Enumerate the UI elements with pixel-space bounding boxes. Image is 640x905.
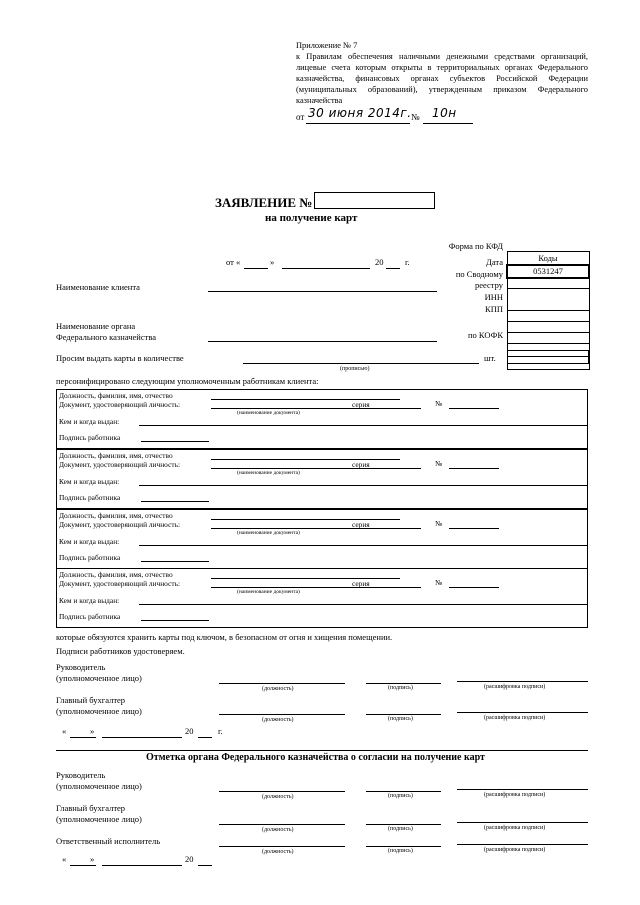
sign-caption: (подпись) — [388, 685, 413, 691]
decode-caption: (расшифровка подписи) — [484, 684, 546, 690]
series-label: серия — [352, 579, 370, 588]
doc-number-field[interactable] — [449, 587, 499, 588]
client-name-cell[interactable] — [507, 333, 589, 344]
doc-name-caption: (наименование документа) — [237, 470, 300, 476]
signature-label: Подпись работника — [59, 612, 121, 621]
t-head-sign-field[interactable] — [366, 791, 441, 792]
footer-year-prefix: 20 — [185, 726, 194, 736]
kpp-cell[interactable] — [507, 322, 589, 333]
organ-name-field[interactable] — [208, 341, 437, 342]
chief-position-field[interactable] — [219, 714, 345, 715]
kpp-label: КПП — [485, 304, 503, 314]
sign-caption: (подпись) — [388, 848, 413, 854]
unit-label: шт. — [484, 353, 496, 363]
sign-caption: (подпись) — [388, 826, 413, 832]
employee-position-label: Должность, фамилия, имя, отчество — [59, 391, 173, 400]
forma-code-cell: 0531247 — [507, 265, 589, 278]
treasury-date-close: » — [90, 854, 95, 864]
in-words-caption: (прописью) — [340, 366, 370, 372]
signature-field[interactable] — [141, 501, 209, 502]
issued-label: Кем и когда выдан: — [59, 477, 120, 486]
forma-label: Форма по КФД — [448, 241, 503, 251]
t-chief-position-field[interactable] — [219, 824, 345, 825]
svod-label-1: по Сводному — [455, 269, 503, 279]
series-label: серия — [352, 400, 370, 409]
issued-label: Кем и когда выдан: — [59, 417, 120, 426]
t-head-position-field[interactable] — [219, 791, 345, 792]
t-chief-decode-field[interactable] — [457, 822, 588, 823]
codes-header: Коды — [507, 252, 589, 265]
signature-label: Подпись работника — [59, 493, 121, 502]
svod-cell[interactable] — [507, 289, 589, 311]
employee-position-label: Должность, фамилия, имя, отчество — [59, 570, 173, 579]
employee-document-field[interactable] — [211, 408, 400, 409]
signature-field[interactable] — [141, 441, 209, 442]
footer-date-open: « — [62, 726, 67, 736]
employee-name-field[interactable] — [211, 399, 400, 400]
position-caption: (должность) — [262, 686, 294, 692]
executor-label: Ответственный исполнитель — [56, 836, 161, 846]
footer-date-close: » — [90, 726, 95, 736]
count-words-field[interactable] — [243, 363, 479, 364]
count-box[interactable] — [507, 350, 589, 364]
head-decode-field[interactable] — [457, 681, 588, 682]
chief-label: Главный бухгалтер (уполномоченное лицо) — [56, 695, 142, 716]
issued-label: Кем и когда выдан: — [59, 537, 120, 546]
request-label: Просим выдать карты в количестве — [56, 353, 184, 363]
issued-field[interactable] — [139, 545, 587, 546]
employee-document-label: Документ, удостоверяющий личность: — [59, 400, 180, 409]
decode-caption: (расшифровка подписи) — [484, 715, 546, 721]
head-sign-field[interactable] — [366, 683, 441, 684]
employee-name-field[interactable] — [211, 459, 400, 460]
annex-from-label: от — [296, 112, 305, 122]
number-label: № — [435, 578, 443, 587]
number-label: № — [435, 459, 443, 468]
doc-number-field[interactable] — [449, 408, 499, 409]
issued-field[interactable] — [139, 425, 587, 426]
number-label: № — [435, 399, 443, 408]
doc-number-field[interactable] — [449, 528, 499, 529]
doc-number-field[interactable] — [449, 468, 499, 469]
series-field[interactable] — [375, 408, 421, 409]
year-prefix: 20 — [375, 257, 384, 267]
series-field[interactable] — [375, 468, 421, 469]
annex-title: Приложение № 7 — [296, 41, 358, 50]
kofk-label: по КОФК — [467, 330, 503, 340]
head-label: Руководитель (уполномоченное лицо) — [56, 662, 142, 683]
employee-document-field[interactable] — [211, 587, 400, 588]
sign-caption: (подпись) — [388, 793, 413, 799]
decode-caption: (расшифровка подписи) — [484, 792, 546, 798]
series-field[interactable] — [375, 528, 421, 529]
doc-name-caption: (наименование документа) — [237, 530, 300, 536]
employee-block — [56, 449, 588, 509]
issued-field[interactable] — [139, 604, 587, 605]
employee-document-label: Документ, удостоверяющий личность: — [59, 520, 180, 529]
annex-block — [296, 40, 588, 106]
date-close: » — [270, 257, 275, 267]
employee-position-label: Должность, фамилия, имя, отчество — [59, 451, 173, 460]
organ-label: Наименование органа Федерального казначейства — [56, 321, 157, 342]
signature-label: Подпись работника — [59, 433, 121, 442]
footer-year-suffix: г. — [218, 726, 223, 736]
series-label: серия — [352, 520, 370, 529]
position-caption: (должность) — [262, 849, 294, 855]
treasury-head-label: Руководитель (уполномоченное лицо) — [56, 770, 142, 791]
treasury-date-open: « — [62, 854, 67, 864]
employee-document-label: Документ, удостоверяющий личность: — [59, 460, 180, 469]
date-label: Дата — [486, 257, 503, 267]
certify-text: Подписи работников удостоверяем. — [56, 646, 185, 656]
annex-number-label: № — [411, 112, 420, 122]
position-caption: (должность) — [262, 717, 294, 723]
date-from: от « — [226, 257, 241, 267]
treasury-chief-label: Главный бухгалтер (уполномоченное лицо) — [56, 803, 142, 824]
signature-field[interactable] — [141, 620, 209, 621]
employee-name-field[interactable] — [211, 519, 400, 520]
decode-caption: (расшифровка подписи) — [484, 847, 546, 853]
position-caption: (должность) — [262, 794, 294, 800]
executor-sign-field[interactable] — [366, 846, 441, 847]
annex-text: к Правилам обеспечения наличными денежными средствами организаций, лицевые счета которым открыты в территориальных органах Федерального казначейства, финансовых органах субъектов Российской Федерации (муниципальных образований), утвержденным приказом Федерального казначейства — [296, 52, 588, 105]
executor-position-field[interactable] — [219, 846, 345, 847]
treasury-year-prefix: 20 — [185, 854, 194, 864]
client-name-label: Наименование клиента — [56, 282, 140, 292]
svod-label-2: реестру — [475, 280, 503, 290]
executor-decode-field[interactable] — [457, 844, 588, 845]
t-chief-sign-field[interactable] — [366, 824, 441, 825]
sign-caption: (подпись) — [388, 716, 413, 722]
year-suffix: г. — [405, 257, 410, 267]
form-number-box[interactable] — [314, 192, 435, 209]
signature-field[interactable] — [141, 561, 209, 562]
doc-name-caption: (наименование документа) — [237, 410, 300, 416]
employee-document-field[interactable] — [211, 468, 400, 469]
form-title: ЗАЯВЛЕНИЕ № — [215, 195, 313, 210]
annex-number-handwritten: 10н — [432, 106, 457, 120]
employee-block — [56, 509, 588, 569]
annex-date-handwritten: 30 июня 2014г. — [308, 106, 412, 120]
personified-label: персонифицировано следующим уполномоченным работникам клиента: — [56, 376, 319, 386]
doc-name-caption: (наименование документа) — [237, 589, 300, 595]
employee-document-field[interactable] — [211, 528, 400, 529]
employee-name-field[interactable] — [211, 578, 400, 579]
series-field[interactable] — [375, 587, 421, 588]
employee-position-label: Должность, фамилия, имя, отчество — [59, 511, 173, 520]
chief-decode-field[interactable] — [457, 712, 588, 713]
employee-document-label: Документ, удостоверяющий личность: — [59, 579, 180, 588]
form-subtitle: на получение карт — [265, 212, 358, 224]
decode-caption: (расшифровка подписи) — [484, 825, 546, 831]
employee-block — [56, 389, 588, 449]
series-label: серия — [352, 460, 370, 469]
client-name-field[interactable] — [208, 291, 437, 292]
employee-block — [56, 568, 588, 628]
number-label: № — [435, 519, 443, 528]
issued-label: Кем и когда выдан: — [59, 596, 120, 605]
chief-sign-field[interactable] — [366, 714, 441, 715]
head-position-field[interactable] — [219, 683, 345, 684]
inn-label: ИНН — [484, 292, 503, 302]
t-head-decode-field[interactable] — [457, 789, 588, 790]
treasury-title: Отметка органа Федерального казначейства о согласии на получение карт — [146, 752, 485, 763]
keep-text: которые обязуются хранить карты под ключом, в безопасном от огня и хищения помещении. — [56, 632, 393, 642]
signature-label: Подпись работника — [59, 553, 121, 562]
inn-cell[interactable] — [507, 311, 589, 322]
issued-field[interactable] — [139, 485, 587, 486]
position-caption: (должность) — [262, 827, 294, 833]
date-cell[interactable] — [507, 278, 589, 289]
